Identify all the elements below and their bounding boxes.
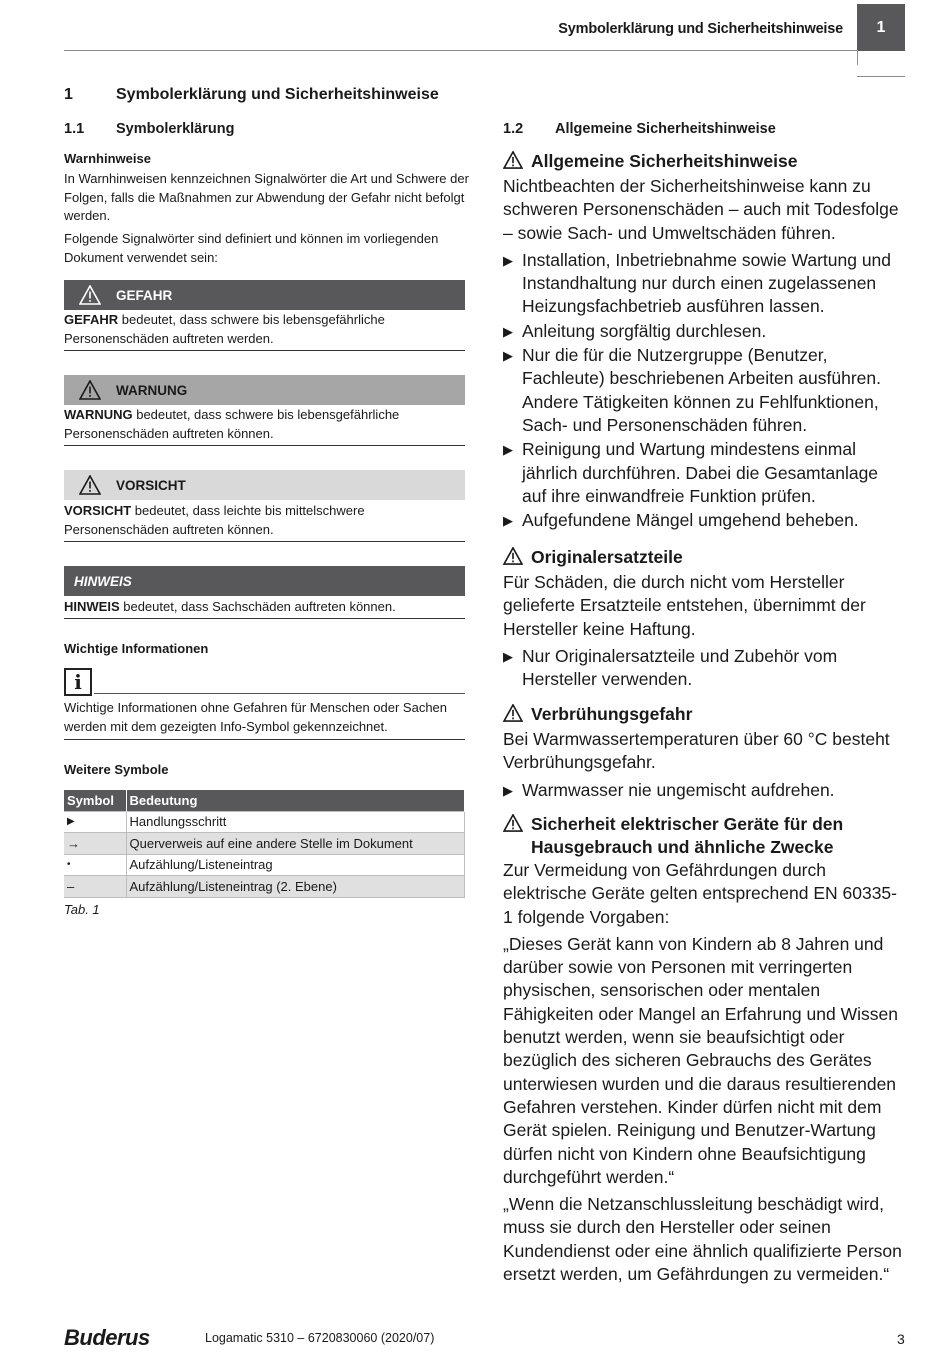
table-row bbox=[64, 811, 465, 833]
elektrisch-intro: Zur Vermeidung von Gefährdungen durch elektrische Geräte gelten entsprechend EN 60335-1 folgende Vorgaben: bbox=[503, 860, 897, 927]
hinweis-signal-word: HINWEIS bbox=[64, 599, 120, 614]
list-item bbox=[503, 249, 905, 319]
meaning-cell: Aufzählung/Listeneintrag bbox=[126, 854, 465, 876]
original-intro: Für Schäden, die durch nicht vom Hersteller gelieferte Ersatzteile entstehen, übernimmt der Hersteller keine Haftung. bbox=[503, 572, 866, 639]
table-caption: Tab. 1 bbox=[64, 902, 100, 917]
meaning-cell: Querverweis auf eine andere Stelle im Dokument bbox=[126, 833, 465, 855]
list-item bbox=[503, 438, 905, 508]
divider bbox=[94, 693, 465, 694]
warnung-description bbox=[64, 405, 465, 443]
vorsicht-title: VORSICHT bbox=[116, 477, 186, 493]
table-header-symbol: Symbol bbox=[64, 790, 126, 811]
warnung-banner bbox=[64, 375, 465, 405]
warnhinweise-paragraph-2: Folgende Signalwörter sind definiert und können im vorliegenden Dokument verwendet sein: bbox=[64, 231, 439, 265]
wichtige-informationen-text: Wichtige Informationen ohne Gefahren für Menschen oder Sachen werden mit dem gezeigten Info-Symbol gekennzeichnet. bbox=[64, 700, 448, 734]
hinweis-description bbox=[64, 597, 465, 616]
header-divider bbox=[857, 50, 858, 65]
gefahr-text: bedeutet, dass schwere bis lebensgefährliche Personenschäden auftreten werden. bbox=[64, 312, 385, 346]
action-step-icon: ▶ bbox=[503, 348, 513, 364]
list-item bbox=[503, 344, 905, 437]
section-heading-1-1 bbox=[64, 121, 234, 137]
elektrisch-title: Sicherheit elektrischer Geräte für den Hausgebrauch und ähnliche Zwecke bbox=[531, 814, 844, 857]
vorsicht-description bbox=[64, 501, 465, 539]
gefahr-title: GEFAHR bbox=[116, 287, 173, 303]
vorsicht-signal-word: VORSICHT bbox=[64, 503, 132, 518]
meaning-cell: Handlungsschritt bbox=[126, 811, 465, 833]
table-row bbox=[64, 833, 465, 855]
footer-document-info: Logamatic 5310 – 6720830060 (2020/07) bbox=[205, 1331, 435, 1345]
divider bbox=[64, 445, 465, 446]
header-rule bbox=[64, 50, 857, 51]
warning-triangle-icon bbox=[64, 280, 116, 310]
hinweis-title: HINWEIS bbox=[74, 573, 132, 589]
warnung-title: WARNUNG bbox=[116, 382, 188, 398]
action-step-icon: ▶ bbox=[503, 782, 513, 798]
action-step-icon: ▶ bbox=[503, 323, 513, 339]
list-item-text: Anleitung sorgfältig durchlesen. bbox=[522, 320, 767, 341]
action-step-icon: ▶ bbox=[503, 252, 513, 268]
vorsicht-text: bedeutet, dass leichte bis mittelschwere Personenschäden auftreten können. bbox=[64, 503, 365, 537]
verbruehung-title: Verbrühungsgefahr bbox=[531, 704, 693, 724]
warning-triangle-icon bbox=[503, 150, 531, 175]
meaning-cell: Aufzählung/Listeneintrag (2. Ebene) bbox=[126, 876, 465, 898]
gefahr-description bbox=[64, 310, 465, 348]
elektrisch-heading bbox=[503, 813, 905, 859]
allgemein-intro: Nichtbeachten der Sicherheitshinweise kann zu schweren Personenschäden – auch mit Todesfolge – sowie Sach- und Umweltschäden führen. bbox=[503, 176, 899, 243]
allgemeine-sicherheitshinweise-block bbox=[503, 150, 905, 532]
hinweis-banner bbox=[64, 566, 465, 596]
symbol-cell: → bbox=[64, 833, 126, 855]
list-item bbox=[503, 509, 905, 532]
warnhinweise-paragraph-1: In Warnhinweisen kennzeichnen Signalwörter die Art und Schwere der Folgen, falls die Maßnahmen zur Abwendung der Gefahr nicht befolgt werden. bbox=[64, 171, 469, 223]
warnhinweise-label: Warnhinweise bbox=[64, 151, 151, 166]
section-title: Symbolerklärung bbox=[116, 121, 235, 137]
original-heading bbox=[503, 546, 905, 571]
warning-triangle-icon bbox=[503, 703, 531, 728]
list-item-text: Installation, Inbetriebnahme sowie Wartung und Instandhaltung nur durch einen zugelassenen Heizungsfachbetrieb ausführen lassen. bbox=[522, 249, 892, 317]
divider bbox=[64, 350, 465, 351]
list-item-text: Nur Originalersatzteile und Zubehör vom Hersteller verwenden. bbox=[522, 645, 838, 690]
hinweis-text: bedeutet, dass Sachschäden auftreten können. bbox=[119, 599, 396, 614]
symbol-table bbox=[64, 790, 465, 898]
list-item-text: Aufgefundene Mängel umgehend beheben. bbox=[522, 510, 859, 531]
symbol-cell: ▶ bbox=[64, 811, 126, 833]
list-item bbox=[503, 320, 905, 343]
warning-triangle-icon bbox=[64, 375, 116, 405]
weitere-symbole-label: Weitere Symbole bbox=[64, 762, 169, 777]
section-number: 1.1 bbox=[64, 121, 85, 137]
list-item-text: Warmwasser nie ungemischt aufdrehen. bbox=[522, 779, 835, 800]
section-number: 1 bbox=[64, 86, 73, 103]
action-step-icon: ▶ bbox=[503, 442, 513, 458]
table-header-bedeutung: Bedeutung bbox=[126, 790, 465, 811]
vorsicht-banner bbox=[64, 470, 465, 500]
elektrische-geraete-block bbox=[503, 813, 905, 1286]
action-step-icon: ▶ bbox=[503, 648, 513, 664]
info-icon: i bbox=[64, 668, 92, 696]
section-title: Symbolerklärung und Sicherheitshinweise bbox=[116, 86, 439, 103]
wichtige-informationen-label: Wichtige Informationen bbox=[64, 641, 209, 656]
gefahr-signal-word: GEFAHR bbox=[64, 312, 119, 327]
running-header-title: Symbolerklärung und Sicherheitshinweise bbox=[558, 21, 843, 37]
original-title: Originalersatzteile bbox=[531, 547, 683, 567]
allgemein-title: Allgemeine Sicherheitshinweise bbox=[531, 151, 798, 171]
verbruehung-intro: Bei Warmwassertemperaturen über 60 °C besteht Verbrühungsgefahr. bbox=[503, 729, 890, 773]
verbruehung-heading bbox=[503, 703, 905, 728]
warning-triangle-icon bbox=[64, 470, 116, 500]
elektrisch-quote-2: „Wenn die Netzanschlussleitung beschädigt wird, muss sie durch den Hersteller oder seinen Kundendienst oder eine ähnlich qualifizierte Person ersetzt werden, um Gefährdungen zu vermeiden.“ bbox=[503, 1194, 902, 1285]
page-number: 3 bbox=[897, 1331, 905, 1347]
brand-logo: Buderus bbox=[64, 1325, 150, 1350]
originalersatzteile-block bbox=[503, 546, 905, 691]
divider bbox=[64, 739, 465, 740]
divider bbox=[64, 541, 465, 542]
warning-triangle-icon bbox=[503, 813, 531, 838]
elektrisch-quote-1: „Dieses Gerät kann von Kindern ab 8 Jahren und darüber sowie von Personen mit verringerten physischen, sensorischen oder mentalen Fähigkeiten oder Mangel an Erfahrung und Wissen benutzt werden, wenn sie beaufsichtigt oder bezüglich des sicheren Gebrauchs des Gerätes unterwiesen wurden und die daraus resultierenden Gefahren verstehen. Kinder dürfen nicht mit dem Gerät spielen. Reinigung und Benutzer-Wartung dürfen nicht von Kindern ohne Beaufsichtigung durchgeführt werden.“ bbox=[503, 933, 898, 1187]
section-heading-1 bbox=[64, 86, 439, 104]
gefahr-banner bbox=[64, 280, 465, 310]
list-item bbox=[503, 645, 905, 692]
verbruehungsgefahr-block bbox=[503, 703, 905, 802]
table-row bbox=[64, 876, 465, 898]
warning-triangle-icon bbox=[503, 546, 531, 571]
list-item-text: Nur die für die Nutzergruppe (Benutzer, Fachleute) beschriebenen Arbeiten ausführen. Andere Tätigkeiten können zu Fehlfunktionen, Sach- und Personenschäden führen. bbox=[522, 345, 881, 435]
divider bbox=[64, 618, 465, 619]
section-title: Allgemeine Sicherheitshinweise bbox=[555, 121, 776, 137]
symbol-cell: • bbox=[64, 854, 126, 876]
allgemein-heading bbox=[503, 150, 905, 175]
chapter-tab: 1 bbox=[857, 4, 905, 51]
table-row bbox=[64, 854, 465, 876]
warnung-text: bedeutet, dass schwere bis lebensgefährliche Personenschäden auftreten können. bbox=[64, 407, 400, 441]
action-step-icon: ▶ bbox=[503, 513, 513, 529]
list-item bbox=[503, 779, 905, 802]
warnung-signal-word: WARNUNG bbox=[64, 407, 133, 422]
section-heading-1-2 bbox=[503, 121, 776, 137]
section-number: 1.2 bbox=[503, 121, 524, 137]
list-item-text: Reinigung und Wartung mindestens einmal jährlich durchführen. Dabei die Gesamtanlage auf ihre einwandfreie Funktion prüfen. bbox=[522, 439, 879, 506]
header-rule-right bbox=[857, 76, 905, 77]
symbol-cell: – bbox=[64, 876, 126, 898]
